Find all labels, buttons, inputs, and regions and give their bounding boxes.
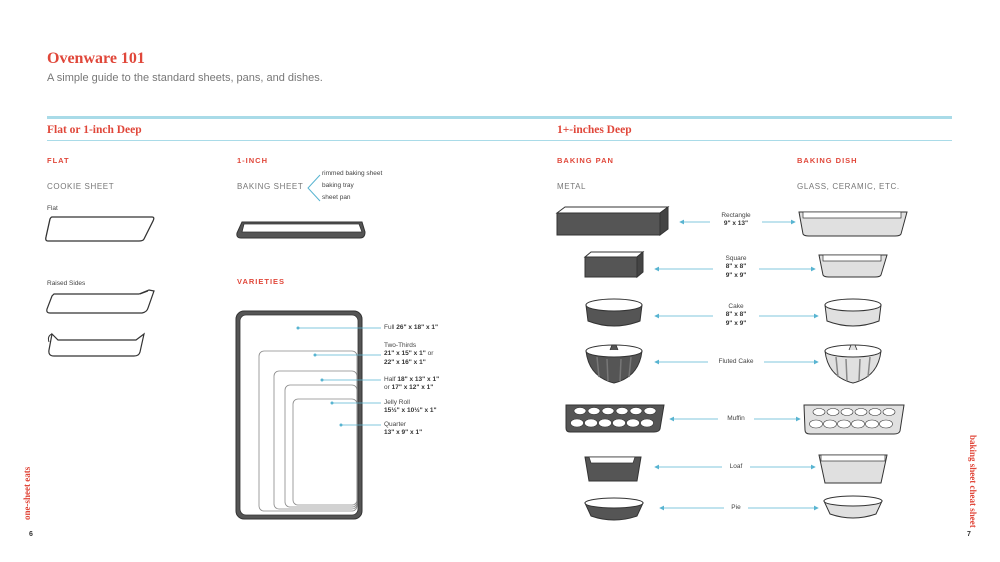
pie-pan-illustration [583, 496, 645, 522]
loaf-dish-illustration [817, 451, 889, 487]
shape-loaf: Loaf [729, 463, 743, 470]
shape-square: Square 8" x 8" 9" x 9" [725, 255, 747, 279]
baking-sheet-illustration [234, 218, 370, 242]
shape-cake: Cake 8" x 8" 9" x 9" [725, 303, 747, 327]
brace-icon [302, 172, 322, 204]
page-title: Ovenware 101 [47, 50, 145, 67]
one-inch-heading: 1-INCH [237, 156, 269, 165]
baking-pan-material: METAL [557, 182, 587, 191]
raised-cookie-sheet-angled-illustration [44, 330, 148, 360]
shape-rectangle: Rectangle 9" x 13" [721, 212, 751, 228]
loaf-pan-illustration [583, 453, 643, 485]
variety-jelly-roll: Jelly Roll 15½" x 10½" x 1" [384, 399, 437, 415]
variety-full: Full 26" x 18" x 1" [384, 324, 439, 331]
right-page-number: 7 [967, 531, 971, 538]
shape-fluted-cake: Fluted Cake [718, 358, 754, 365]
square-dish-illustration [817, 251, 889, 279]
right-running-head: baking sheet cheat sheet [968, 435, 978, 528]
pie-dish-illustration [822, 494, 884, 520]
variety-half: Half 18" x 13" x 1" or 17" x 12" x 1" [384, 376, 440, 392]
fluted-cake-pan-illustration [583, 343, 645, 385]
section-rule [47, 140, 952, 141]
baking-dish-material: GLASS, CERAMIC, ETC. [797, 182, 900, 191]
section-left-title: Flat or 1-inch Deep [47, 124, 142, 136]
cake-pan-illustration [583, 297, 645, 329]
baking-pan-heading: BAKING PAN [557, 156, 614, 165]
shape-pie: Pie [731, 504, 741, 511]
flat-cookie-sheet-illustration [44, 214, 158, 244]
varieties-leader-lines [295, 320, 385, 430]
baking-dish-heading: BAKING DISH [797, 156, 858, 165]
raised-sides-label: Raised Sides [47, 280, 86, 287]
left-running-head: one-sheet eats [22, 466, 32, 520]
baking-sheet-label: BAKING SHEET [237, 182, 304, 191]
top-rule [47, 116, 952, 119]
flat-label: Flat [47, 205, 58, 212]
variety-quarter: Quarter 13" x 9" x 1" [384, 421, 423, 437]
section-right-title: 1+-inches Deep [557, 124, 632, 136]
fluted-cake-dish-illustration [822, 343, 884, 385]
varieties-heading: VARIETIES [237, 277, 286, 286]
alias-3: sheet pan [322, 194, 351, 201]
shape-muffin: Muffin [727, 415, 745, 422]
cookie-sheet-label: COOKIE SHEET [47, 182, 115, 191]
cake-dish-illustration [822, 297, 884, 329]
left-page-number: 6 [29, 531, 33, 538]
page-subtitle: A simple guide to the standard sheets, pans, and dishes. [47, 72, 323, 84]
variety-two-thirds: Two-Thirds 21" x 15" x 1" or 22" x 16" x 1" [384, 342, 434, 366]
square-pan-illustration [583, 250, 645, 280]
flat-heading: FLAT [47, 156, 70, 165]
alias-2: baking tray [322, 182, 354, 189]
raised-cookie-sheet-illustration [44, 288, 156, 318]
alias-1: rimmed baking sheet [322, 170, 383, 177]
